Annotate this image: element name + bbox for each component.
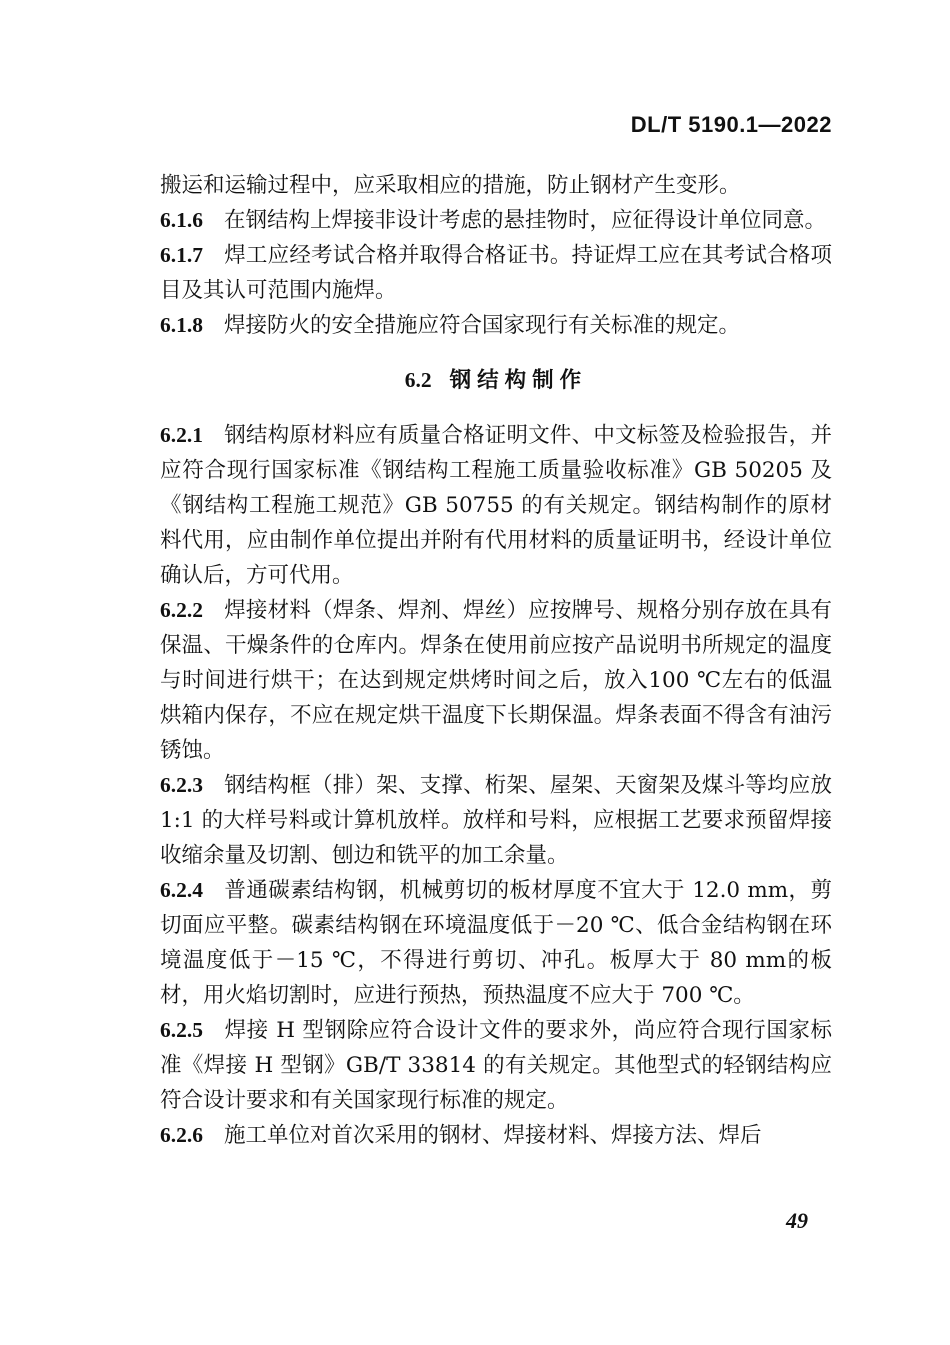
section-heading <box>160 363 832 398</box>
clause-text: 施工单位对首次采用的钢材、焊接材料、焊接方法、焊后 <box>224 1123 762 1148</box>
clause-number: 6.2.3 <box>160 773 203 797</box>
body-text <box>160 168 832 1153</box>
clause-text: 焊工应经考试合格并取得合格证书。持证焊工应在其考试合格项目及其认可范围内施焊。 <box>160 243 832 303</box>
clause-number: 6.2.5 <box>160 1018 203 1042</box>
clause-paragraph <box>160 768 832 873</box>
document-code: DL/T 5190.1—2022 <box>630 112 832 137</box>
clause-text: 在钢结构上焊接非设计考虑的悬挂物时，应征得设计单位同意。 <box>224 208 827 233</box>
clause-paragraph <box>160 418 832 593</box>
clause-paragraph <box>160 593 832 768</box>
clause-number: 6.2.4 <box>160 878 203 902</box>
clause-paragraph <box>160 308 832 343</box>
clause-paragraph <box>160 1013 832 1118</box>
clause-text: 焊接材料（焊条、焊剂、焊丝）应按牌号、规格分别存放在具有保温、干燥条件的仓库内。焊条在使用前应按产品说明书所规定的温度与时间进行烘干；在达到规定烘烤时间之后，放入100 ℃左右的低温烘箱内保存，不应在规定烘干温度下长期保温。焊条表面不得含有油污锈蚀。 <box>160 598 832 763</box>
clause-number: 6.1.6 <box>160 208 203 232</box>
clause-number: 6.2.6 <box>160 1123 203 1147</box>
clause-paragraph <box>160 1118 832 1153</box>
paragraph-text: 搬运和运输过程中，应采取相应的措施，防止钢材产生变形。 <box>160 173 741 198</box>
clause-paragraph <box>160 238 832 308</box>
paragraph <box>160 168 832 203</box>
clause-number: 6.1.7 <box>160 243 203 267</box>
section-title: 钢结构制作 <box>449 368 588 393</box>
clause-text: 焊接防火的安全措施应符合国家现行有关标准的规定。 <box>224 313 741 338</box>
clause-paragraph <box>160 873 832 1013</box>
clause-paragraph <box>160 203 832 238</box>
clause-text: 焊接 H 型钢除应符合设计文件的要求外，尚应符合现行国家标准《焊接 H 型钢》GB/T 33814 的有关规定。其他型式的轻钢结构应符合设计要求和有关国家现行标准的规定。 <box>160 1018 832 1113</box>
clause-number: 6.2.2 <box>160 598 203 622</box>
clause-text: 钢结构原材料应有质量合格证明文件、中文标签及检验报告，并应符合现行国家标准《钢结构工程施工质量验收标准》GB 50205 及《钢结构工程施工规范》GB 50755 的有关规定。钢结构制作的原材料代用，应由制作单位提出并附有代用材料的质量证明书，经设计单位确认后，方可代用。 <box>160 423 832 588</box>
clause-text: 钢结构框（排）架、支撑、桁架、屋架、天窗架及煤斗等均应放 1:1 的大样号料或计算机放样。放样和号料，应根据工艺要求预留焊接收缩余量及切割、刨边和铣平的加工余量。 <box>160 773 832 868</box>
page-number: 49 <box>786 1208 808 1233</box>
clause-number: 6.2.1 <box>160 423 203 447</box>
clause-number: 6.1.8 <box>160 313 203 337</box>
section-number: 6.2 <box>404 368 432 392</box>
clause-text: 普通碳素结构钢，机械剪切的板材厚度不宜大于 12.0 mm，剪切面应平整。碳素结构钢在环境温度低于－20 ℃、低合金结构钢在环境温度低于－15 ℃，不得进行剪切、冲孔。板厚大于 80 mm的板材，用火焰切割时，应进行预热，预热温度不应大于 700 ℃。 <box>160 878 832 1008</box>
